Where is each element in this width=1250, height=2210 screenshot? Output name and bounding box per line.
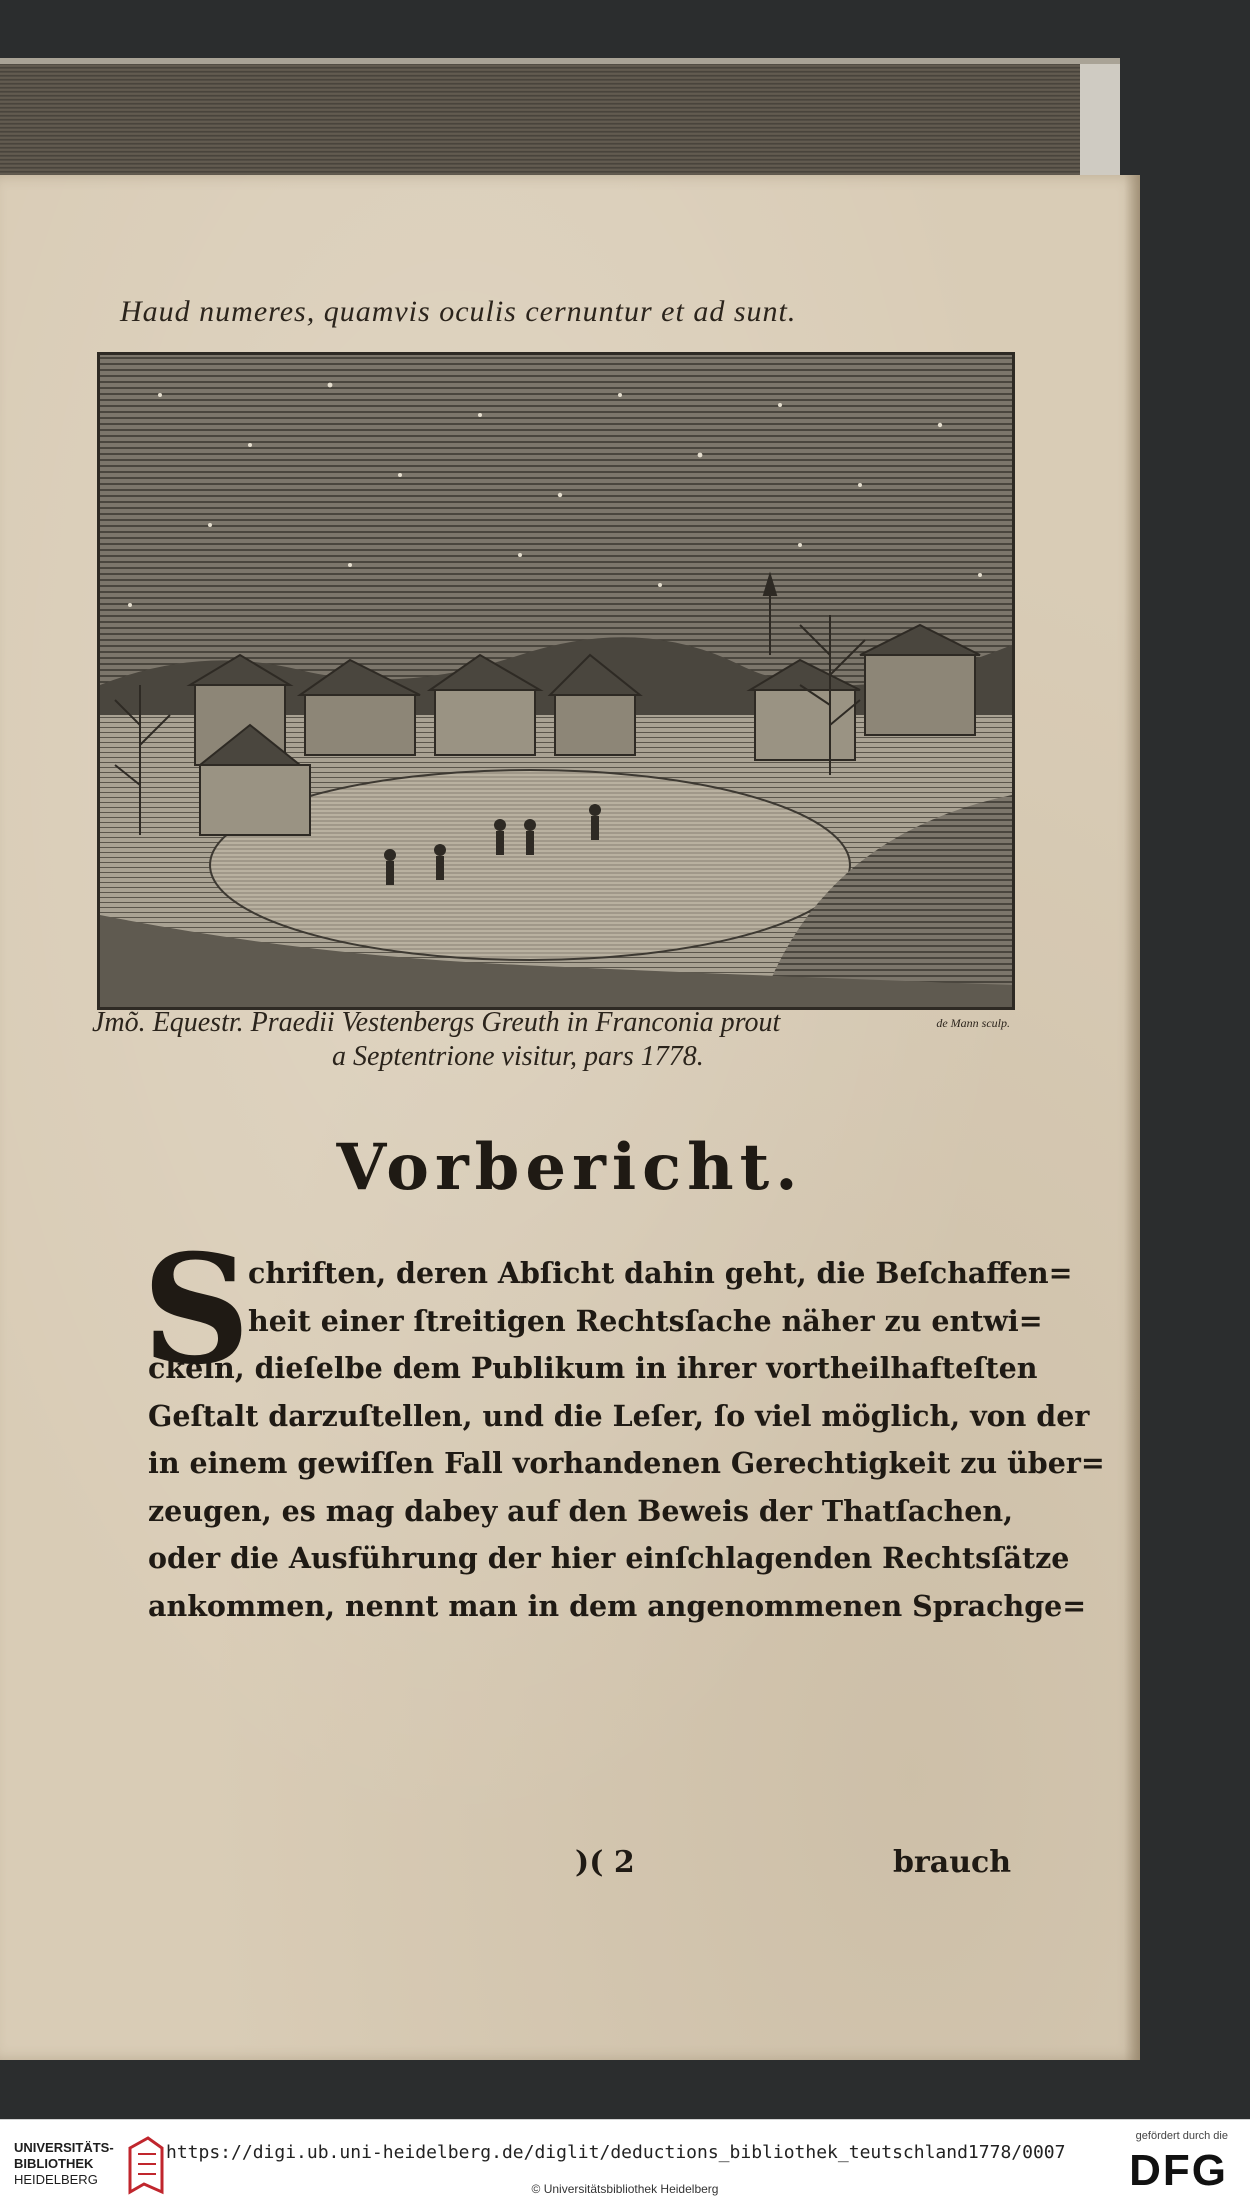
copyright-notice: © Universitätsbibliothek Heidelberg	[531, 2182, 719, 2196]
viewer-footer	[0, 2119, 1250, 2210]
library-name-line-1: UNIVERSITÄTS-	[14, 2140, 114, 2155]
funder-note: gefördert durch die	[1135, 2130, 1228, 2142]
caption-line-1: Jmõ. Equestr. Praedii Vestenbergs Greuth in Franconia prout	[92, 1007, 781, 1038]
engraving-motto: Haud numeres, quamvis oculis cernuntur et ad sunt.	[120, 295, 797, 328]
permalink-url[interactable]: https://digi.ub.uni-heidelberg.de/diglit/deductions_bibliothek_teutschland1778/0007	[166, 2142, 1066, 2163]
text-line: ckeln, dieſelbe dem Publikum in ihrer vortheilhafteſten	[148, 1351, 1038, 1385]
caption-line-2: a Septentrione visitur, pars 1778.	[332, 1041, 704, 1072]
signature-mark: )( 2	[575, 1845, 635, 1880]
text-line: ankommen, nennt man in dem angenommenen Sprachge=	[148, 1588, 1087, 1623]
page-shadow	[1124, 175, 1140, 2060]
engraver-signature: de Mann sculp.	[936, 1016, 1010, 1030]
library-name-line-3: HEIDELBERG	[14, 2172, 98, 2187]
text-line: heit einer ſtreitigen Rechtsſache näher zu entwi=	[248, 1303, 1043, 1338]
library-name-line-2: BIBLIOTHEK	[14, 2156, 94, 2171]
book-page-edges	[0, 58, 1120, 194]
text-line: zeugen, es mag dabey auf den Beweis der Thatſachen,	[148, 1493, 1014, 1528]
drop-capital: S	[142, 1222, 251, 1398]
text-line: Geſtalt darzuſtellen, und die Leſer, ſo viel möglich, von der	[148, 1398, 1090, 1433]
catchword: brauch	[893, 1845, 1012, 1880]
text-line: chriften, deren Abſicht dahin geht, die Beſchaffen=	[248, 1256, 1073, 1290]
body-text	[148, 1250, 1105, 1630]
dfg-logo[interactable]: DFG	[1129, 2146, 1228, 2195]
section-heading: Vorbericht.	[336, 1130, 804, 1205]
text-line: in einem gewiſſen Fall vorhandenen Gerechtigkeit zu über=	[148, 1446, 1105, 1480]
winter-village-engraving	[100, 355, 1012, 1007]
text-line: oder die Ausführung der hier einſchlagenden Rechtsſätze	[148, 1541, 1070, 1575]
library-name[interactable]	[14, 2140, 114, 2188]
engraving-caption	[92, 1006, 1052, 1074]
